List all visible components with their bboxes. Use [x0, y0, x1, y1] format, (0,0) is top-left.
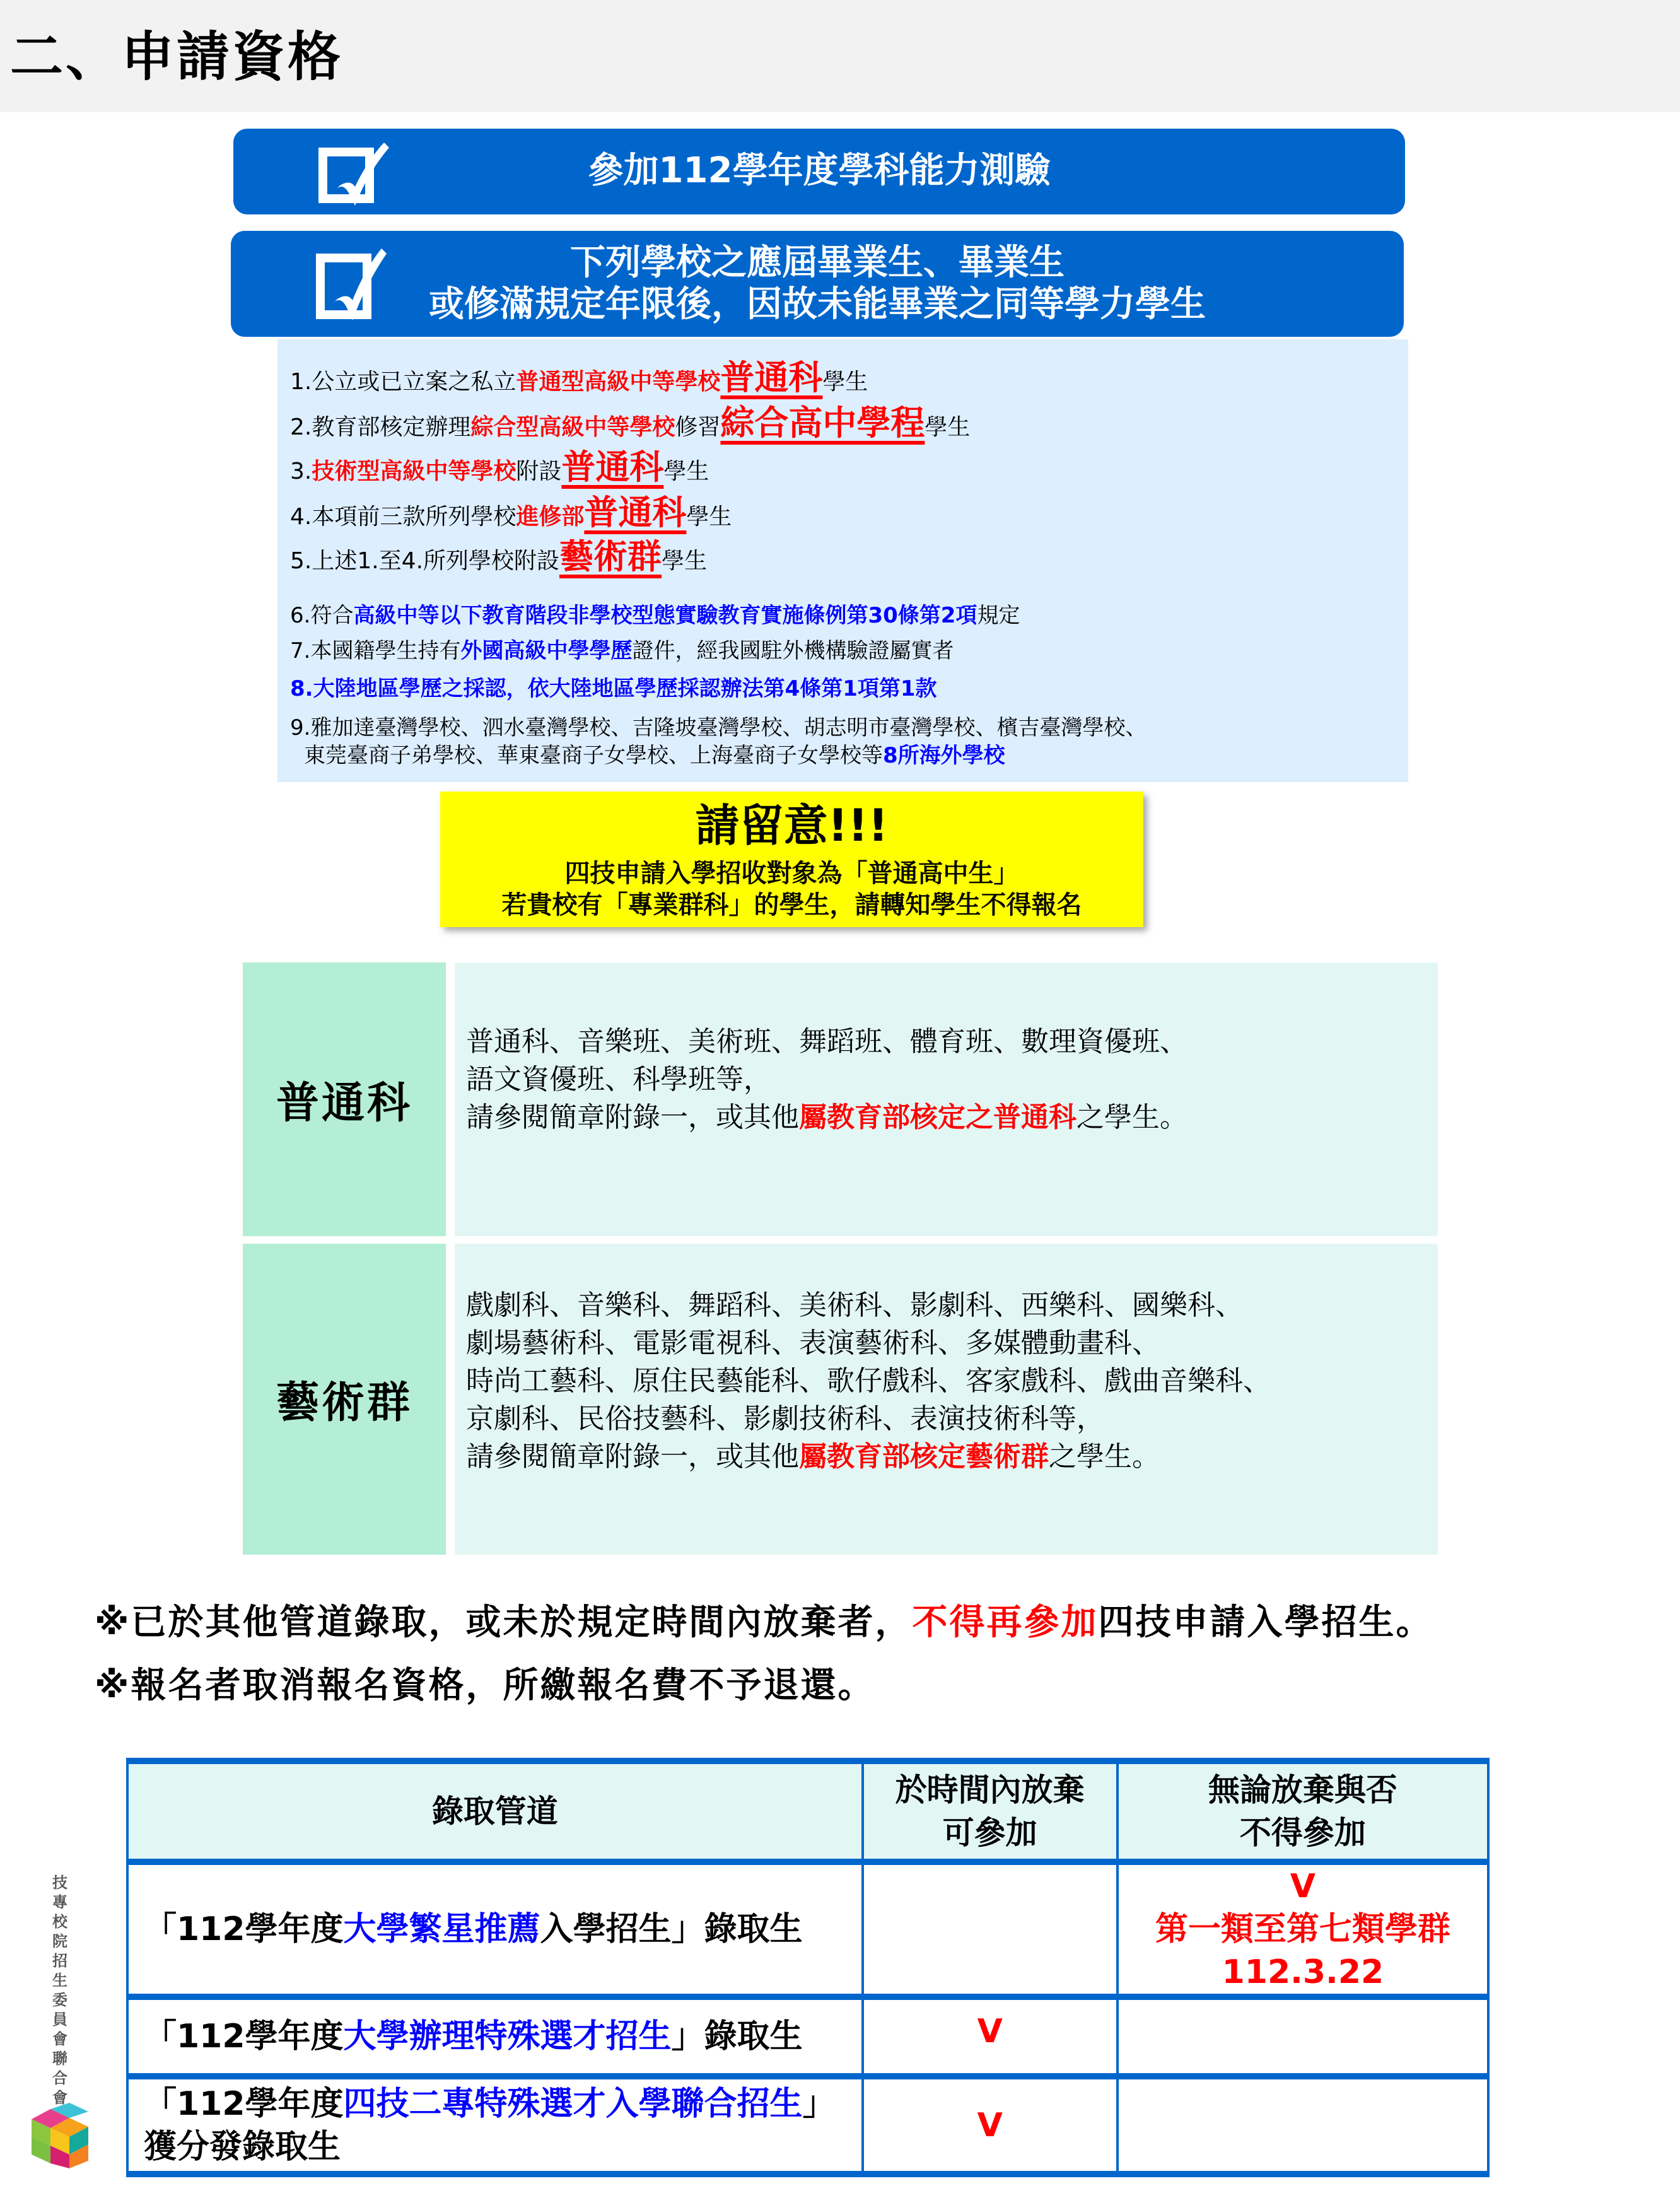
colorful-cube-logo-icon [25, 2100, 95, 2170]
school-list-item [290, 633, 954, 664]
highlight-emphasis: 普通科 [720, 358, 823, 397]
highlight-blue: 外國高級中學學歷 [460, 638, 633, 664]
highlight-red: 屬教育部核定藝術群 [799, 1441, 1049, 1473]
logo-char: 生 [52, 1972, 67, 1989]
item-number: 8. [290, 676, 313, 701]
school-list-item [290, 396, 970, 445]
text: 教育部核定辦理 [312, 414, 471, 440]
school-list-item [290, 598, 1020, 629]
header-may-not-join [1117, 1761, 1488, 1862]
table-row [127, 1862, 1488, 1997]
category-line [466, 1061, 1187, 1099]
cell-channel [127, 1862, 863, 1997]
text: 學生 [822, 369, 868, 395]
admission-channel-table [126, 1758, 1490, 2177]
header-line: 不得參加 [1239, 1815, 1366, 1851]
text: 獲分發錄取生 [144, 2127, 341, 2166]
text: 「112學年度 [144, 2018, 344, 2055]
logo-char: 員 [52, 2011, 67, 2028]
highlight-red: 進修部 [516, 504, 585, 530]
requirement-line-2: 或修滿規定年限後，因故未能畢業之同等學力學生 [429, 284, 1206, 325]
callout-line-1: 四技申請入學招收對象為「普通高中生」 [564, 859, 1019, 888]
callout-line-2: 若貴校有「專業群科」的學生，請轉知學生不得報名 [501, 891, 1082, 920]
item-number: 6. [290, 603, 311, 628]
highlight-red: 不得再參加 [912, 1602, 1099, 1643]
text: 」 [802, 2084, 836, 2123]
highlight-red: 技術型高級中等學校 [312, 459, 516, 484]
channel-line [144, 2125, 861, 2168]
highlight-blue: 大學辦理特殊選才招生 [343, 2018, 672, 2055]
text: 「112學年度 [144, 1910, 344, 1948]
item-number: 5. [290, 548, 312, 574]
item-number: 3. [290, 459, 312, 484]
text: 學生 [686, 504, 732, 530]
category-line [466, 1362, 1271, 1400]
text: ※報名者取消報名資格，所繳報名費不予退還。 [95, 1665, 875, 1706]
highlight-emphasis: 藝術群 [559, 537, 662, 576]
mark-line: 第一類至第七類學群 [1155, 1910, 1450, 1948]
text: 證件，經我國駐外機構驗證屬實者 [632, 638, 954, 664]
logo-char: 聯 [52, 2050, 67, 2067]
category-label-arts: 藝術群 [243, 1244, 446, 1555]
text: 請參閱簡章附錄一，或其他 [466, 1441, 799, 1473]
table-header-row [127, 1761, 1488, 1862]
channel-line [144, 2015, 861, 2058]
text: 符合 [310, 603, 354, 628]
logo-text [44, 1873, 76, 2108]
channel-line [144, 1908, 861, 1951]
highlight-blue: 8所海外學校 [883, 743, 1005, 768]
page-title: 二、申請資格 [10, 26, 344, 88]
category-line [466, 1287, 1271, 1324]
text: 四技申請入學招生。 [1098, 1602, 1433, 1643]
cell-may-not-join [1117, 1997, 1488, 2076]
table-row [127, 1997, 1488, 2076]
cell-may-join [863, 1862, 1117, 1997]
text: 上述1.至4.所列學校附設 [312, 548, 560, 574]
item-number: 2. [290, 414, 312, 440]
item-number: 9. [290, 715, 311, 740]
header-channel [127, 1761, 863, 1862]
cell-channel [127, 2076, 863, 2174]
text: 普通科、音樂班、美術班、舞蹈班、體育班、數理資優班、 [466, 1026, 1187, 1058]
text: 請參閱簡章附錄一，或其他 [466, 1101, 799, 1133]
cell-may-join: V [863, 1997, 1117, 2076]
category-label-general: 普通科 [243, 962, 446, 1236]
logo-char: 合 [52, 2069, 67, 2087]
text: 之學生。 [1076, 1101, 1187, 1133]
text: 「112學年度 [144, 2084, 344, 2123]
highlight-red: 普通型高級中等學校 [516, 369, 721, 395]
header-line: 錄取管道 [431, 1793, 558, 1830]
highlight-red: 屬教育部核定之普通科 [799, 1101, 1076, 1133]
category-body-general [455, 962, 1438, 1236]
highlight-emphasis: 綜合高中學程 [720, 403, 925, 443]
highlight-blue: 大陸地區學歷之採認，依大陸地區學歷採認辦法第4條第1項第1款 [313, 676, 937, 701]
logo-char: 院 [52, 1932, 67, 1950]
table-row [127, 2076, 1488, 2174]
cell-may-not-join [1117, 2076, 1488, 2174]
text: 本國籍學生持有 [310, 638, 461, 664]
attention-callout [440, 792, 1143, 927]
logo-char: 會 [52, 2030, 67, 2048]
organization-logo [25, 1873, 95, 2176]
text: 京劇科、民俗技藝科、影劇技術科、表演技術科等， [466, 1403, 1104, 1435]
text: 學生 [925, 414, 971, 440]
category-line [466, 1400, 1271, 1438]
logo-char: 委 [52, 1991, 67, 2009]
text: 修習 [675, 414, 721, 440]
school-list-item [290, 351, 868, 399]
school-list-item [304, 738, 1005, 769]
school-list-item [290, 671, 937, 702]
text: 入學招生」錄取生 [540, 1910, 803, 1948]
text: 」錄取生 [671, 2018, 803, 2055]
logo-char: 招 [52, 1952, 67, 1970]
school-list-item [290, 440, 709, 489]
text: 本項前三款所列學校 [312, 504, 516, 530]
highlight-red: 綜合型高級中等學校 [470, 414, 675, 440]
category-text [466, 1287, 1271, 1476]
text: 公立或已立案之私立 [312, 369, 516, 395]
text: 之學生。 [1049, 1441, 1160, 1473]
school-list-item [290, 530, 707, 578]
mark-line: 112.3.22 [1222, 1953, 1384, 1991]
item-number: 1. [290, 369, 312, 395]
cell-may-not-join [1117, 1862, 1488, 1997]
note-no-reapply [95, 1594, 1433, 1645]
text: 語文資優班、科學班等， [466, 1063, 771, 1096]
text: 東莞臺商子弟學校、華東臺商子女學校、上海臺商子女學校等 [304, 743, 883, 768]
eligible-schools-list [277, 339, 1408, 782]
callout-title: 請留意!!! [695, 800, 889, 851]
text: 附設 [516, 459, 562, 484]
header-line: 於時間內放棄 [895, 1772, 1085, 1808]
category-line [466, 1324, 1271, 1362]
cell-channel [127, 1997, 863, 2076]
text: 劇場藝術科、電影電視科、表演藝術科、多媒體動畫科、 [466, 1327, 1160, 1359]
requirement-box-exam [233, 129, 1405, 214]
category-text [466, 1023, 1187, 1137]
text: 學生 [663, 459, 709, 484]
text: 規定 [977, 603, 1020, 628]
category-line [466, 1438, 1271, 1476]
highlight-blue: 四技二專特殊選才入學聯合招生 [343, 2084, 803, 2123]
category-body-arts [455, 1244, 1438, 1555]
text: ※已於其他管道錄取，或未於規定時間內放棄者， [95, 1602, 913, 1643]
item-number: 4. [290, 504, 312, 530]
highlight-emphasis: 普通科 [561, 447, 664, 487]
school-list-item [290, 710, 1146, 741]
section-header [0, 0, 1680, 112]
requirement-line-1: 下列學校之應屆畢業生、畢業生 [570, 242, 1065, 283]
note-no-refund [95, 1658, 875, 1708]
logo-char: 專 [52, 1893, 67, 1911]
highlight-blue: 大學繁星推薦 [343, 1910, 540, 1948]
text: 時尚工藝科、原住民藝能科、歌仔戲科、客家戲科、戲曲音樂科、 [466, 1365, 1271, 1397]
channel-line [144, 2083, 861, 2125]
requirement-box-graduates [231, 231, 1404, 337]
category-line [466, 1023, 1187, 1061]
logo-char: 技 [52, 1874, 67, 1891]
header-may-join [863, 1761, 1117, 1862]
header-line: 可參加 [942, 1815, 1037, 1851]
cell-may-join: V [863, 2076, 1117, 2174]
text: 學生 [662, 548, 708, 574]
header-line: 無論放棄與否 [1208, 1772, 1397, 1808]
logo-char: 會 [52, 2089, 67, 2107]
highlight-emphasis: 普通科 [584, 493, 687, 532]
requirement-text [231, 242, 1404, 325]
item-number: 7. [290, 638, 311, 664]
school-list-item [290, 486, 732, 534]
text: 戲劇科、音樂科、舞蹈科、美術科、影劇科、西樂科、國樂科、 [466, 1289, 1243, 1321]
requirement-text: 參加112學年度學科能力測驗 [588, 150, 1051, 191]
highlight-blue: 高級中等以下教育階段非學校型態實驗教育實施條例第30條第2項 [353, 603, 977, 628]
mark-line: V [1290, 1868, 1315, 1905]
logo-char: 校 [52, 1913, 67, 1931]
category-line [466, 1099, 1187, 1137]
text: 雅加達臺灣學校、泗水臺灣學校、吉隆坡臺灣學校、胡志明市臺灣學校、檳吉臺灣學校、 [310, 715, 1147, 740]
